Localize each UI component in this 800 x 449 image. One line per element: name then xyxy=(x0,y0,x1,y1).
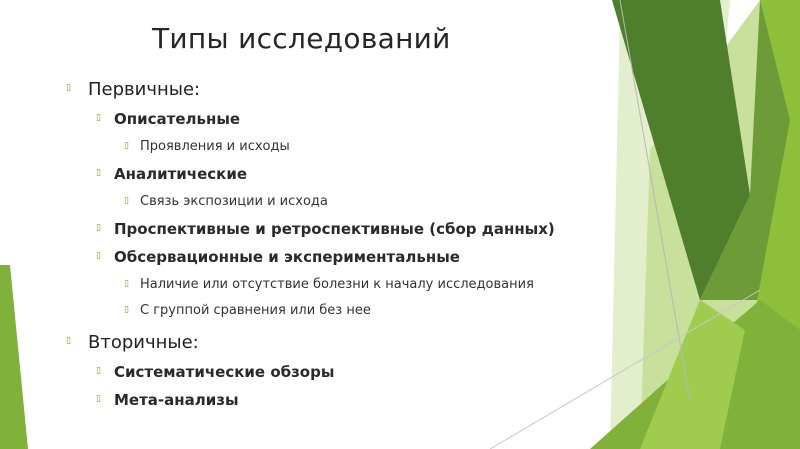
descriptive-sub-item: Проявления и исходы xyxy=(140,139,290,154)
secondary-heading: Вторичные: xyxy=(88,332,199,353)
bullet-marker: ▯ xyxy=(124,141,129,151)
bullet-marker: ▯ xyxy=(66,336,71,346)
meta-analyses-item: Мета-анализы xyxy=(114,391,239,409)
slide-title: Типы исследований xyxy=(152,22,451,55)
bullet-marker: ▯ xyxy=(96,168,101,178)
systematic-reviews-item: Систематические обзоры xyxy=(114,363,335,381)
left-green-strip xyxy=(0,265,28,449)
bullet-marker: ▯ xyxy=(96,223,101,233)
descriptive-item: Описательные xyxy=(114,110,241,128)
observational-sub-item-1: Наличие или отсутствие болезни к началу исследования xyxy=(140,277,534,292)
bullet-marker: ▯ xyxy=(124,305,129,315)
primary-heading: Первичные: xyxy=(88,79,201,100)
observational-item: Обсервационные и экспериментальные xyxy=(114,248,460,266)
bullet-marker: ▯ xyxy=(96,113,101,123)
bullet-marker: ▯ xyxy=(96,394,101,404)
bullet-marker: ▯ xyxy=(96,366,101,376)
bullet-marker: ▯ xyxy=(124,196,129,206)
analytic-sub-item: Связь экспозиции и исхода xyxy=(140,194,328,209)
prospective-item: Проспективные и ретроспективные (сбор данных) xyxy=(114,220,555,238)
bullet-marker: ▯ xyxy=(124,279,129,289)
bullet-marker: ▯ xyxy=(66,83,71,93)
observational-sub-item-2: С группой сравнения или без нее xyxy=(140,303,371,318)
bullet-marker: ▯ xyxy=(96,251,101,261)
analytic-item: Аналитические xyxy=(114,165,248,183)
